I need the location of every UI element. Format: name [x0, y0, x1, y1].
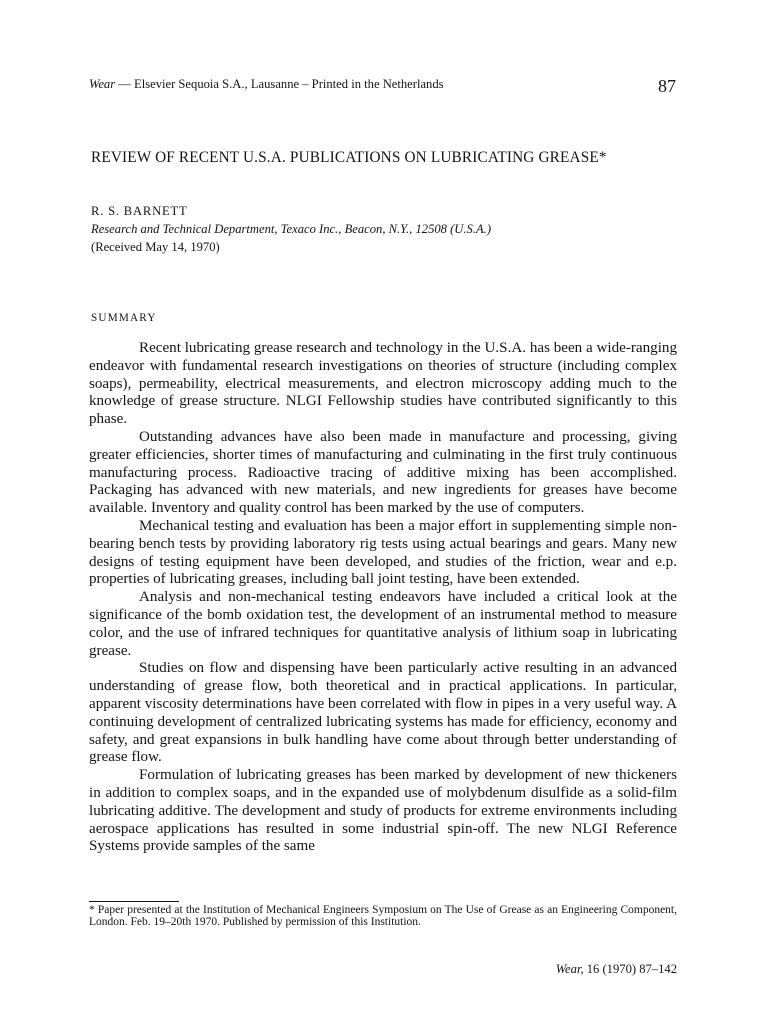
running-head — [89, 76, 677, 92]
article-title: REVIEW OF RECENT U.S.A. PUBLICATIONS ON LUBRICATING GREASE* — [91, 149, 607, 166]
byline — [91, 202, 691, 256]
summary-paragraph: Formulation of lubricating greases has been marked by development of new thickeners in addition to complex soaps, and in the expanded use of molybdenum disulfide as a solid-film lubricating additive. The development and study of products for extreme environments including aerospace applications has resulted in some industrial spin-off. The new NLGI Reference Systems provide samples of the same — [89, 767, 677, 855]
footnote: * Paper presented at the Institution of Mechanical Engineers Symposium on The Use of Grease as an Engineering Component, London. Feb. 19–20th 1970. Published by permission of this Institution. — [89, 904, 677, 929]
author-affiliation: Research and Technical Department, Texaco Inc., Beacon, N.Y., 12508 (U.S.A.) — [91, 222, 492, 236]
received-date: (Received May 14, 1970) — [91, 240, 220, 254]
footer-journal: Wear, — [555, 962, 584, 976]
summary-body — [89, 340, 677, 856]
summary-paragraph: Analysis and non-mechanical testing endeavors have included a critical look at the significance of the bomb oxidation test, the development of an instrumental method to measure color, and the use of infrared techniques for quantitative analysis of lithium soap in lubricating grease. — [89, 589, 677, 659]
summary-paragraph: Studies on flow and dispensing have been particularly active resulting in an advanced understanding of grease flow, both theoretical and in practical applications. In particular, apparent viscosity determinations have been correlated with flow in pipes in a very useful way. A continuing development of centralized lubricating systems has made for efficiency, economy and safety, and great expansions in bulk handling have come about through better understanding of grease flow. — [89, 660, 677, 766]
summary-heading: SUMMARY — [91, 312, 157, 324]
summary-paragraph: Mechanical testing and evaluation has been a major effort in supplementing simple non-bearing bench tests by providing laboratory rig tests using actual bearings and gears. Many new designs of testing equipment have been developed, and studies of the friction, wear and e.p. properties of lubricating greases, including ball joint testing, have been extended. — [89, 517, 677, 588]
running-head-journal: Wear — [89, 77, 116, 91]
summary-paragraph: Recent lubricating grease research and technology in the U.S.A. has been a wide-ranging endeavor with fundamental research investigations on theories of structure (including complex soaps), permeability, electrical measurements, and electron microscopy adding much to the knowledge of grease structure. NLGI Fellowship studies have contributed significantly to this phase. — [89, 340, 677, 428]
footnote-divider — [89, 901, 179, 902]
page-number: 87 — [658, 76, 676, 96]
footer-volume-pages: 16 (1970) 87–142 — [583, 962, 677, 976]
running-head-publisher: — Elsevier Sequoia S.A., Lausanne – Printed in the Netherlands — [115, 77, 444, 91]
footer-citation — [556, 961, 677, 977]
author-name: R. S. BARNETT — [91, 204, 188, 218]
summary-paragraph: Outstanding advances have also been made in manufacture and processing, giving greater efficiencies, shorter times of manufacturing and culminating in the first truly continuous manufacturing process. Radioactive tracing of additive mixing has been accomplished. Packaging has advanced with new materials, and new ingredients for greases have become available. Inventory and quality control has been marked by the use of computers. — [89, 428, 677, 517]
